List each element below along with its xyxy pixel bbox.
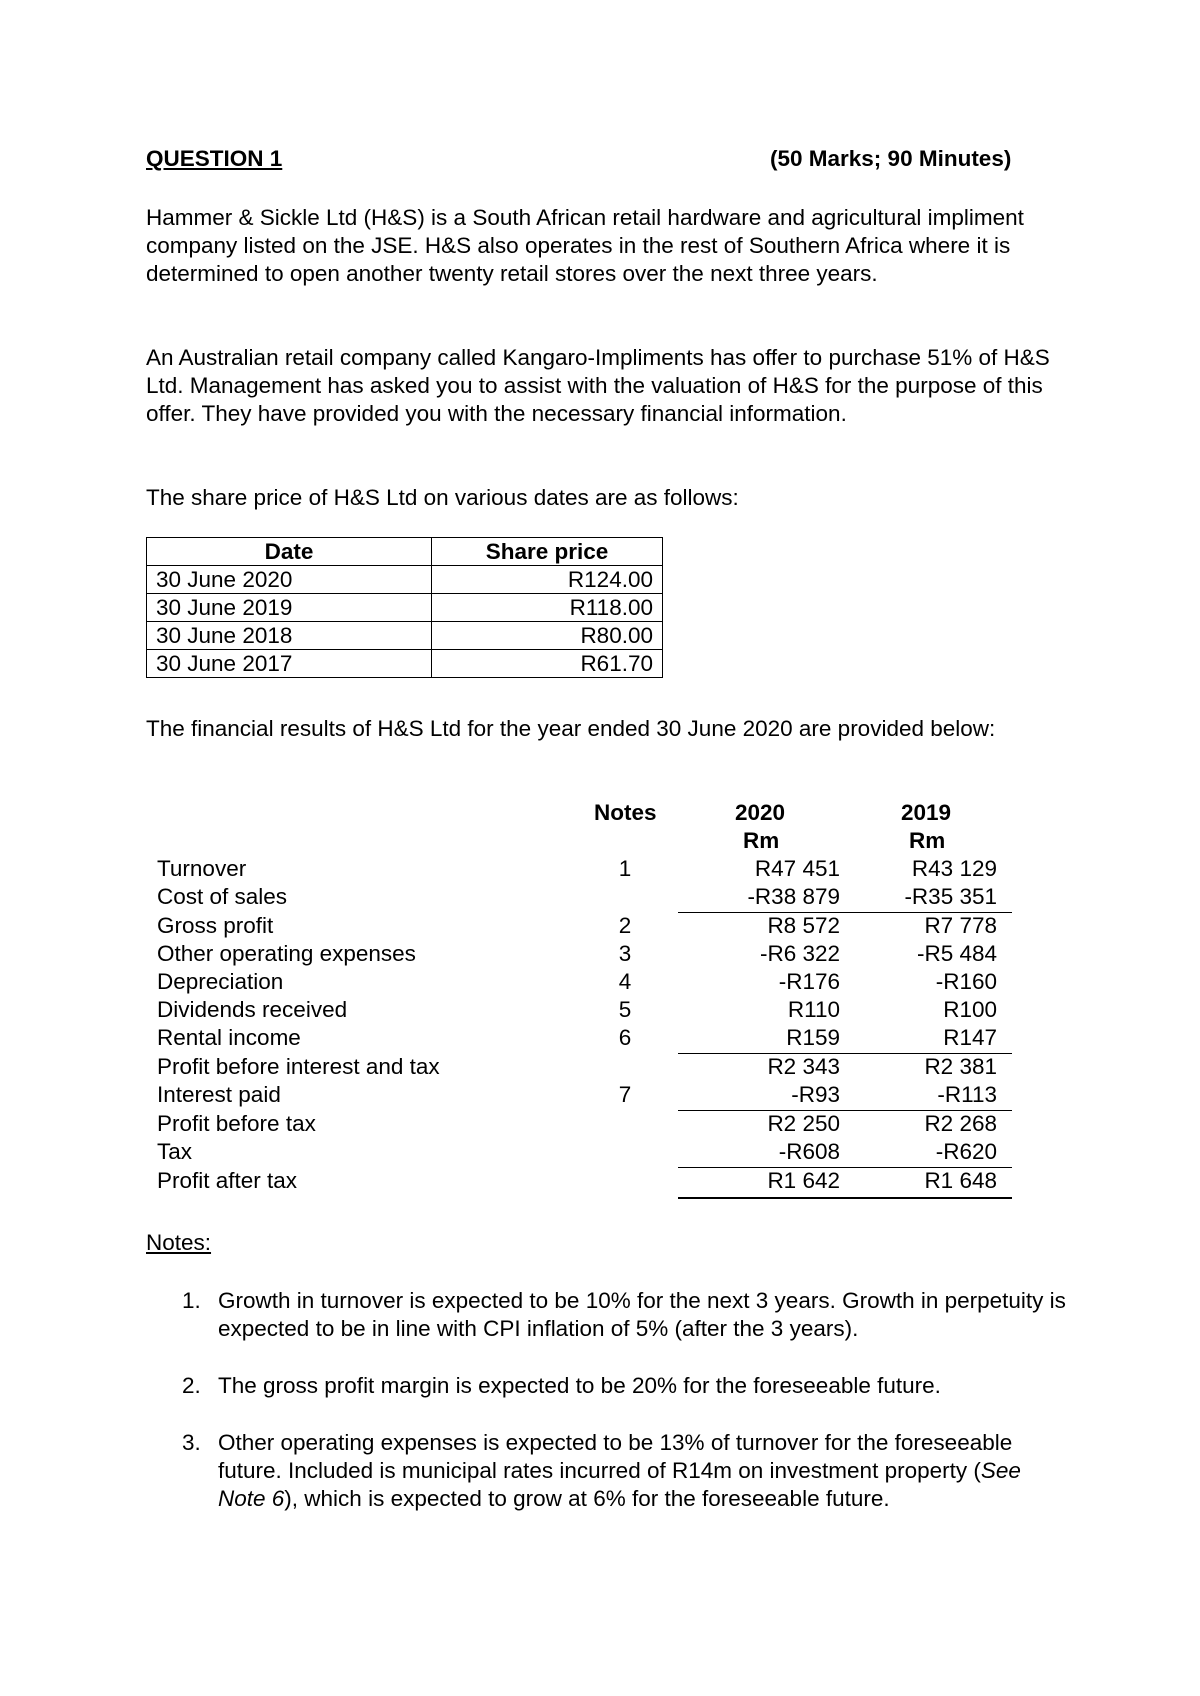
fin-note: 2 (618, 913, 632, 938)
year-2019-header: 2019 (901, 800, 952, 825)
fin-note: 1 (618, 856, 632, 881)
fin-row-pat (0, 1168, 1200, 1196)
date-cell: 30 June 2020 (147, 566, 432, 594)
date-cell: 30 June 2019 (147, 594, 432, 622)
fin-row-interest-paid (0, 1082, 1200, 1110)
fin-value-2019: -R35 351 (904, 884, 997, 909)
fin-label: Depreciation (157, 969, 284, 994)
marks-info: (50 Marks; 90 Minutes) (770, 146, 1012, 171)
fin-value-2019: R100 (943, 997, 997, 1022)
fin-row-gross-profit (0, 913, 1200, 941)
fin-value-2020: -R93 (791, 1082, 840, 1107)
notes-column-header: Notes (594, 800, 657, 825)
fin-label: Rental income (157, 1025, 301, 1050)
fin-label: Gross profit (157, 913, 274, 938)
table-row (147, 594, 663, 622)
fin-row-other-opex (0, 941, 1200, 969)
note-number: 2. (182, 1373, 201, 1398)
column-header-share-price: Share price (432, 538, 663, 566)
fin-value-2019: R2 381 (924, 1054, 997, 1079)
table-header-row (147, 538, 663, 566)
fin-label: Other operating expenses (157, 941, 416, 966)
year-2020-header: 2020 (735, 800, 786, 825)
question-title: QUESTION 1 (146, 146, 283, 171)
table-row (147, 622, 663, 650)
fin-label: Profit after tax (157, 1168, 298, 1193)
price-cell: R61.70 (432, 650, 663, 678)
unit-2019-header: Rm (909, 828, 946, 853)
fin-row-turnover (0, 856, 1200, 884)
fin-value-2020: R159 (786, 1025, 840, 1050)
fin-row-pbt (0, 1111, 1200, 1139)
fin-value-2020: -R176 (778, 969, 840, 994)
fin-label: Dividends received (157, 997, 348, 1022)
fin-note: 5 (618, 997, 632, 1022)
results-intro: The financial results of H&S Ltd for the year ended 30 June 2020 are provided below: (146, 716, 996, 741)
column-header-date: Date (147, 538, 432, 566)
fin-row-pbit (0, 1054, 1200, 1082)
notes-title: Notes: (146, 1230, 212, 1255)
note-text-part: Other operating expenses is expected to be 13% of turnover for the foreseeable future. Included is municipal rates incurred of R14m on investment property ( (218, 1430, 1013, 1483)
note-text: Growth in turnover is expected to be 10% for the next 3 years. Growth in perpetuity is expected to be in line with CPI inflation of 5% (after the 3 years). (218, 1288, 1066, 1341)
fin-value-2020: R2 343 (767, 1054, 840, 1079)
table-row (147, 566, 663, 594)
share-price-table (146, 537, 663, 678)
fin-value-2019: R2 268 (924, 1111, 997, 1136)
fin-value-2019: -R5 484 (916, 941, 997, 966)
fin-note: 7 (618, 1082, 632, 1107)
note-text-part: ), which is expected to grow at 6% for the foreseeable future. (284, 1486, 890, 1511)
fin-label: Tax (157, 1139, 193, 1164)
fin-value-2019: -R113 (937, 1082, 997, 1107)
share-price-intro: The share price of H&S Ltd on various dates are as follows: (146, 485, 739, 510)
fin-note: 6 (618, 1025, 632, 1050)
note-reference: See Note 6 (218, 1458, 1021, 1511)
fin-row-cost-of-sales (0, 884, 1200, 912)
fin-value-2019: R1 648 (924, 1168, 997, 1193)
fin-value-2019: R147 (943, 1025, 997, 1050)
fin-note: 3 (618, 941, 632, 966)
intro-paragraph-1: Hammer & Sickle Ltd (H&S) is a South African retail hardware and agricultural impliment company listed on the JSE. H&S also operates in the rest of Southern Africa where it is determined to open another twenty retail stores over the next three years. (146, 205, 1024, 286)
fin-row-depreciation (0, 969, 1200, 997)
note-number: 3. (182, 1430, 201, 1455)
fin-label: Interest paid (157, 1082, 281, 1107)
price-cell: R80.00 (432, 622, 663, 650)
table-row (147, 650, 663, 678)
fin-value-2020: -R38 879 (747, 884, 840, 909)
fin-label: Turnover (157, 856, 247, 881)
fin-label: Cost of sales (157, 884, 288, 909)
fin-row-tax (0, 1139, 1200, 1167)
fin-row-rental-income (0, 1025, 1200, 1053)
intro-paragraph-2: An Australian retail company called Kangaro-Impliments has offer to purchase 51% of H&S Ltd. Management has asked you to assist with the valuation of H&S for the purpose of this offer. They have provided you with the necessary financial information. (146, 345, 1050, 426)
total-rule (678, 1197, 1012, 1199)
note-text (218, 1429, 1068, 1513)
note-text: The gross profit margin is expected to be 20% for the foreseeable future. (218, 1373, 941, 1398)
fin-value-2020: R8 572 (767, 913, 840, 938)
fin-value-2020: -R6 322 (759, 941, 840, 966)
date-cell: 30 June 2017 (147, 650, 432, 678)
fin-value-2020: R1 642 (767, 1168, 840, 1193)
price-cell: R118.00 (432, 594, 663, 622)
fin-label: Profit before interest and tax (157, 1054, 440, 1079)
fin-value-2019: -R160 (935, 969, 997, 994)
fin-note: 4 (618, 969, 632, 994)
price-cell: R124.00 (432, 566, 663, 594)
fin-row-dividends (0, 997, 1200, 1025)
note-number: 1. (182, 1288, 201, 1313)
fin-value-2019: -R620 (935, 1139, 997, 1164)
fin-value-2019: R7 778 (924, 913, 997, 938)
fin-value-2019: R43 129 (911, 856, 997, 881)
fin-value-2020: -R608 (778, 1139, 840, 1164)
fin-value-2020: R2 250 (767, 1111, 840, 1136)
fin-value-2020: R110 (787, 997, 840, 1022)
fin-label: Profit before tax (157, 1111, 316, 1136)
date-cell: 30 June 2018 (147, 622, 432, 650)
fin-value-2020: R47 451 (754, 856, 840, 881)
unit-2020-header: Rm (743, 828, 780, 853)
